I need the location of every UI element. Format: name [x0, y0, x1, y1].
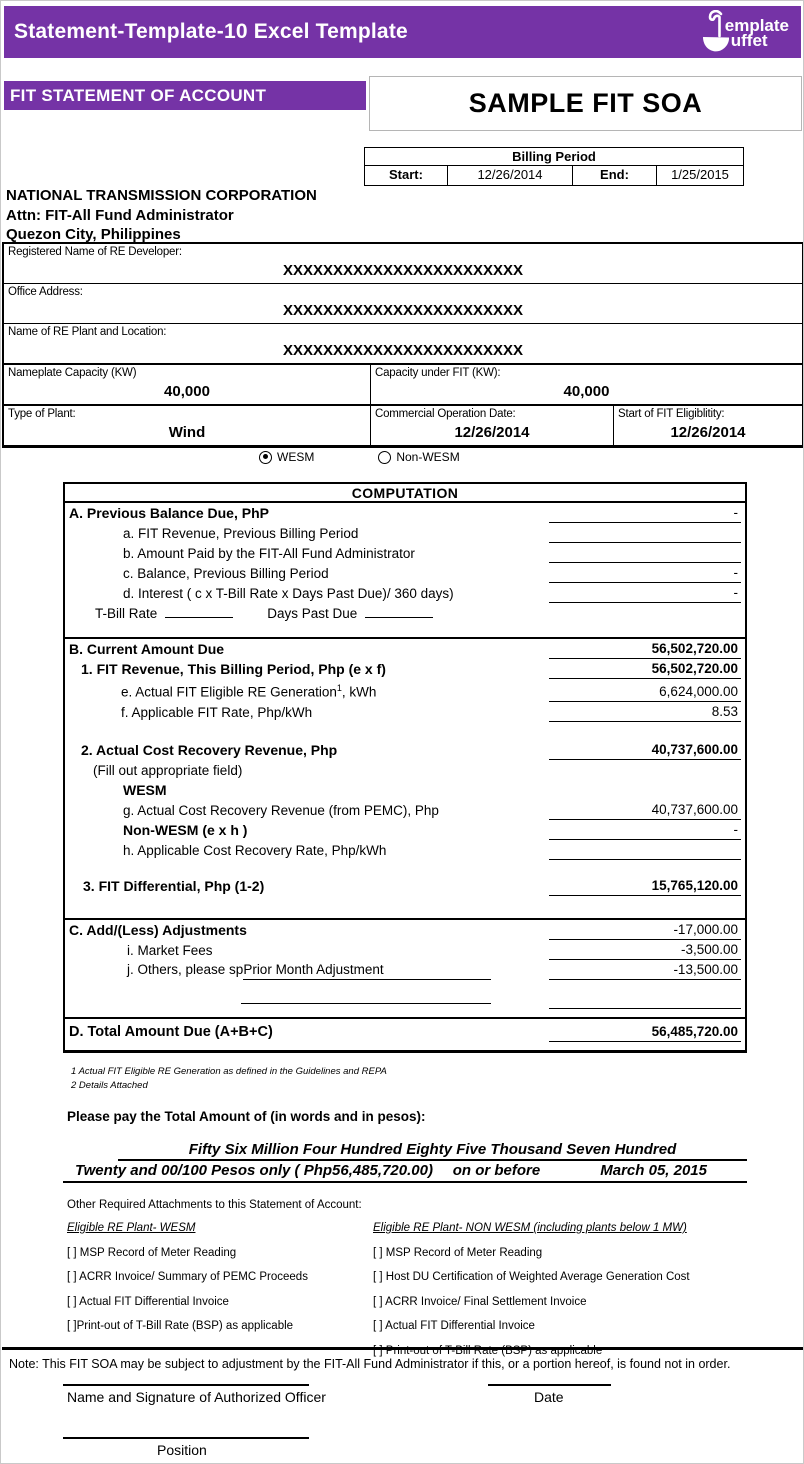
radio-non-wesm-label: Non-WESM — [396, 450, 460, 464]
row-tbill — [65, 603, 745, 623]
total-due-value[interactable]: 56,485,720.00 — [549, 1023, 741, 1042]
non-wesm-value[interactable]: - — [549, 821, 741, 840]
row-fit-revenue-prev: a. FIT Revenue, Previous Billing Period — [65, 523, 745, 543]
footnote-ref-1: 1 — [336, 683, 342, 693]
plant-type-value[interactable]: Wind — [168, 424, 206, 441]
tbill-rate-label: T-Bill Rate — [95, 606, 158, 621]
radio-unselected-icon[interactable] — [378, 451, 391, 464]
attachments-non-wesm-column — [373, 1222, 783, 1357]
plant-type-row — [4, 406, 802, 445]
interest-value[interactable]: - — [549, 584, 741, 603]
billing-period-title: Billing Period — [365, 148, 743, 166]
amount-paid-value[interactable] — [549, 544, 741, 563]
radio-wesm-label: WESM — [277, 450, 315, 464]
radio-option-wesm[interactable] — [259, 450, 314, 464]
row-fit-revenue-this: 1. FIT Revenue, This Billing Period, Php (e x f) 56,502,720.00 — [65, 659, 745, 679]
addressee-line-1: NATIONAL TRANSMISSION CORPORATION — [6, 187, 317, 204]
attachments-title: Other Required Attachments to this Statement of Account: — [67, 1199, 362, 1211]
plant-name-label: Name of RE Plant and Location: — [8, 326, 167, 338]
nameplate-capacity-value[interactable]: 40,000 — [164, 383, 210, 400]
fit-eligibility-label: Start of FIT Eligiblitity: — [618, 408, 725, 420]
plant-type-label: Type of Plant: — [8, 408, 76, 420]
position-label: Position — [157, 1442, 207, 1458]
row-current-amount-due: B. Current Amount Due 56,502,720.00 — [65, 639, 745, 659]
attachment-checkbox-item[interactable]: [ ] MSP Record of Meter Reading — [373, 1246, 543, 1259]
attachment-checkbox-item[interactable]: [ ] ACRR Invoice/ Final Settlement Invoice — [373, 1295, 587, 1308]
fit-rate-value[interactable]: 8.53 — [549, 703, 741, 722]
fit-eligibility-value[interactable]: 12/26/2014 — [670, 424, 746, 441]
banner-title: Statement-Template-10 Excel Template — [14, 20, 408, 43]
pemc-revenue-value[interactable]: 40,737,600.00 — [549, 801, 741, 820]
others-specify-input[interactable]: Prior Month Adjustment — [243, 960, 491, 980]
fit-revenue-prev-value[interactable] — [549, 524, 741, 543]
row-interest: d. Interest ( c x T-Bill Rate x Days Past Due)/ 360 days) - — [65, 583, 745, 603]
eligible-generation-value[interactable]: 6,624,000.00 — [549, 683, 741, 702]
row-non-wesm-header: Non-WESM (e x h ) - — [65, 820, 745, 840]
registered-name-label: Registered Name of RE Developer: — [8, 246, 182, 258]
template-buffet-logo — [699, 10, 789, 56]
row-adjustments: C. Add/(Less) Adjustments -17,000.00 — [65, 920, 745, 940]
cod-cell — [371, 406, 614, 445]
fit-eligibility-cell — [614, 406, 802, 445]
cod-value[interactable]: 12/26/2014 — [454, 424, 530, 441]
attachment-checkbox-item[interactable]: [ ] MSP Record of Meter Reading — [67, 1246, 237, 1259]
others-value[interactable]: -13,500.00 — [549, 961, 741, 980]
market-fees-value[interactable]: -3,500.00 — [549, 941, 741, 960]
attachment-checkbox-item[interactable]: [ ] Actual FIT Differential Invoice — [373, 1320, 535, 1332]
note-box: Note: This FIT SOA may be subject to adjustment by the FIT-All Fund Administrator if this, or a portion hereof, is found not in order. — [2, 1347, 804, 1371]
computation-table — [63, 482, 747, 1053]
row-fill-out-note: (Fill out appropriate field) — [93, 762, 243, 778]
logo-wordmark — [725, 18, 789, 48]
row-cost-recovery: 2. Actual Cost Recovery Revenue, Php 40,737,600.00 — [65, 740, 745, 760]
top-banner — [4, 6, 801, 58]
attachment-checkbox-item[interactable]: [ ] Actual FIT Differential Invoice — [67, 1295, 229, 1308]
fit-differential-value[interactable]: 15,765,120.00 — [549, 877, 741, 896]
cost-recovery-rate-value[interactable] — [549, 841, 741, 860]
row-others-blank — [65, 986, 745, 1009]
attachments-section — [67, 1199, 783, 1357]
addressee-block — [6, 186, 317, 245]
billing-start-label: Start: — [365, 166, 448, 185]
due-date: March 05, 2015 — [600, 1162, 707, 1179]
billing-end-value[interactable]: 1/25/2015 — [671, 167, 729, 182]
row-amount-paid: b. Amount Paid by the FIT-All Fund Administrator — [65, 543, 745, 563]
plant-type-cell — [4, 406, 371, 445]
attachments-non-wesm-header: Eligible RE Plant- NON WESM (including plants below 1 MW) — [373, 1222, 687, 1234]
date-line[interactable] — [488, 1384, 611, 1386]
row-market-fees: i. Market Fees -3,500.00 — [65, 940, 745, 960]
fit-capacity-value[interactable]: 40,000 — [563, 383, 610, 400]
row-fit-differential: 3. FIT Differential, Php (1-2) 15,765,120.00 — [65, 876, 745, 896]
current-amount-due-value[interactable]: 56,502,720.00 — [549, 640, 741, 659]
sample-soa-box: SAMPLE FIT SOA — [369, 76, 802, 131]
date-label: Date — [534, 1389, 564, 1405]
billing-end-label: End: — [573, 166, 657, 185]
amount-in-words-line1: Fifty Six Million Four Hundred Eighty Five Thousand Seven Hundred — [118, 1141, 747, 1161]
cost-recovery-value[interactable]: 40,737,600.00 — [549, 741, 741, 760]
row-previous-balance: A. Previous Balance Due, PhP - — [65, 503, 745, 523]
balance-prev-value[interactable]: - — [549, 564, 741, 583]
pay-intro: Please pay the Total Amount of (in words and in pesos): — [67, 1109, 426, 1124]
attachment-checkbox-item[interactable]: [ ] ACRR Invoice/ Summary of PEMC Proceeds — [67, 1271, 308, 1283]
others-blank-value[interactable] — [549, 990, 741, 1009]
office-address-row — [4, 284, 802, 324]
row-pemc-revenue: g. Actual Cost Recovery Revenue (from PEMC), Php 40,737,600.00 — [65, 800, 745, 820]
plant-name-value[interactable]: XXXXXXXXXXXXXXXXXXXXXXXX — [282, 342, 524, 359]
billing-period-table — [364, 147, 744, 186]
billing-start-value[interactable]: 12/26/2014 — [448, 166, 573, 185]
adjustments-value[interactable]: -17,000.00 — [549, 921, 741, 940]
footnote-2: 2 Details Attached — [71, 1080, 148, 1091]
radio-selected-icon[interactable] — [259, 451, 272, 464]
previous-balance-value[interactable]: - — [549, 504, 741, 523]
registered-name-row — [4, 244, 802, 284]
pay-section — [63, 1109, 747, 1183]
fit-revenue-this-value[interactable]: 56,502,720.00 — [549, 660, 741, 679]
days-past-due-label: Days Past Due — [267, 606, 358, 621]
registered-name-value[interactable]: XXXXXXXXXXXXXXXXXXXXXXXX — [282, 262, 524, 279]
signature-line[interactable] — [63, 1384, 309, 1386]
nameplate-capacity-label: Nameplate Capacity (KW) — [8, 367, 137, 379]
row-cost-recovery-rate: h. Applicable Cost Recovery Rate, Php/kWh — [65, 840, 745, 860]
row-total-due: D. Total Amount Due (A+B+C) 56,485,720.00 — [65, 1019, 745, 1042]
on-or-before-label: on or before — [452, 1162, 541, 1179]
tbill-rate-input[interactable] — [165, 604, 233, 618]
plant-name-row — [4, 324, 802, 365]
attachments-wesm-header: Eligible RE Plant- WESM — [67, 1222, 196, 1234]
plant-info-table — [2, 242, 804, 448]
others-specify-blank-input[interactable] — [241, 986, 491, 1004]
attachment-checkbox-item[interactable]: [ ] Print-out of T-Bill Rate (BSP) as applicable — [373, 1344, 603, 1357]
office-address-label: Office Address: — [8, 286, 83, 298]
cod-label: Commercial Operation Date: — [375, 408, 516, 420]
signature-label: Name and Signature of Authorized Officer — [67, 1389, 326, 1405]
doc-title-bar: FIT STATEMENT OF ACCOUNT — [4, 81, 366, 110]
row-fit-rate: f. Applicable FIT Rate, Php/kWh 8.53 — [65, 702, 745, 722]
row-others: j. Others, please spPrior Month Adjustment -13,500.00 — [65, 960, 745, 980]
days-past-due-input[interactable] — [365, 604, 433, 618]
position-line[interactable] — [63, 1437, 309, 1439]
row-wesm-header: WESM — [123, 781, 167, 798]
footnote-1: 1 Actual FIT Eligible RE Generation as defined in the Guidelines and REPA — [71, 1066, 387, 1077]
attachment-checkbox-item[interactable]: [ ]Print-out of T-Bill Rate (BSP) as applicable — [67, 1320, 294, 1332]
market-type-selector — [259, 450, 460, 464]
nameplate-capacity-cell — [4, 365, 371, 404]
fit-capacity-label: Capacity under FIT (KW): — [375, 367, 501, 379]
logo-word-bottom: uffet — [730, 31, 768, 50]
attachments-wesm-column — [67, 1222, 373, 1357]
footnotes — [71, 1065, 387, 1093]
office-address-value[interactable]: XXXXXXXXXXXXXXXXXXXXXXXX — [282, 302, 524, 319]
billing-period-row — [365, 166, 743, 185]
amount-in-words-line2 — [63, 1161, 747, 1183]
row-balance-prev: c. Balance, Previous Billing Period - — [65, 563, 745, 583]
addressee-line-2: Attn: FIT-All Fund Administrator — [6, 206, 234, 224]
computation-title: COMPUTATION — [65, 484, 745, 503]
logo-word-top: emplate — [724, 16, 789, 35]
capacity-row — [4, 365, 802, 406]
attachment-checkbox-item[interactable]: [ ] Host DU Certification of Weighted Average Generation Cost — [373, 1271, 690, 1283]
radio-option-non-wesm[interactable] — [378, 450, 459, 464]
fit-capacity-cell — [371, 365, 802, 404]
addressee-line-3: Quezon City, Philippines — [6, 226, 181, 243]
amount-in-words-continued: Twenty and 00/100 Pesos only ( Php56,485,720.00) — [75, 1162, 433, 1179]
row-eligible-generation: e. Actual FIT Eligible RE Generation$^1$, kWh 6,624,000.00 — [65, 679, 745, 702]
